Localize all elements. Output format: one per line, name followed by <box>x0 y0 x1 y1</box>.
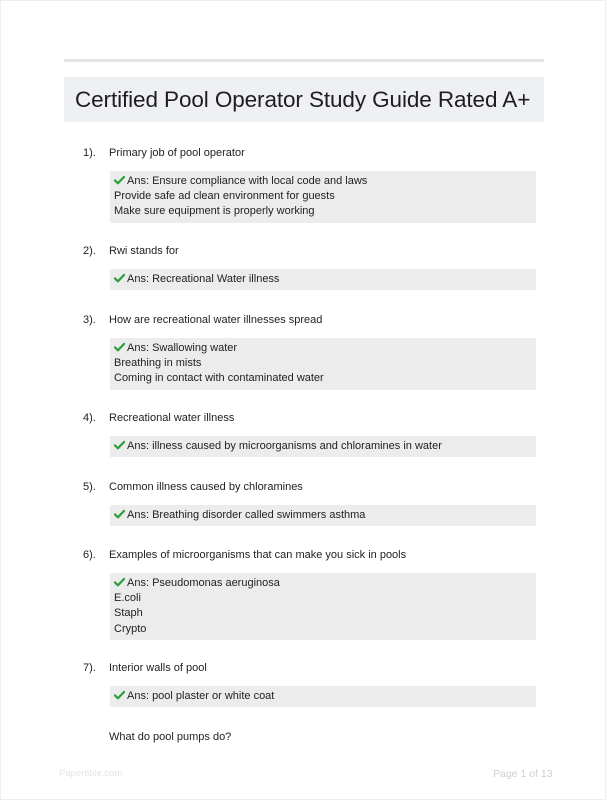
answer-box <box>110 269 536 290</box>
answer-text: Ans: Ensure compliance with local code and laws <box>127 175 368 187</box>
answer-line <box>114 591 532 606</box>
answer-text: Ans: Swallowing water <box>127 342 238 354</box>
answer-text: Coming in contact with contaminated water <box>114 372 324 385</box>
question-number: 3). <box>83 314 96 326</box>
check-icon <box>114 509 125 519</box>
question-text: Rwi stands for <box>109 245 179 257</box>
answer-line <box>114 622 532 637</box>
answer-line <box>114 606 532 621</box>
check-icon <box>114 690 125 700</box>
answer-box <box>110 436 536 457</box>
question-number: 4). <box>83 412 96 424</box>
answer-text: Ans: Recreational Water illness <box>127 273 280 285</box>
answer-text: Breathing in mists <box>114 357 202 370</box>
check-icon <box>114 577 125 587</box>
question-number: 5). <box>83 481 96 493</box>
question-number: 2). <box>83 245 96 257</box>
answer-text: Ans: Breathing disorder called swimmers asthma <box>127 509 366 521</box>
answer-text: Ans: pool plaster or white coat <box>127 690 275 702</box>
answer-text: Staph <box>114 607 143 620</box>
answer-box <box>110 686 536 707</box>
page-indicator: Page 1 of 13 <box>493 768 553 780</box>
question-text: Interior walls of pool <box>109 662 207 674</box>
answer-text: Crypto <box>114 622 147 635</box>
page-title: Certified Pool Operator Study Guide Rated A+ <box>75 86 531 112</box>
check-icon <box>114 440 125 450</box>
check-icon <box>114 175 125 185</box>
answer-text: Ans: illness caused by microorganisms and chloramines in water <box>127 440 442 452</box>
answer-line-primary <box>114 689 532 704</box>
answer-box <box>110 505 536 526</box>
question-text: How are recreational water illnesses spread <box>109 314 323 326</box>
answer-line-primary <box>114 272 532 287</box>
answer-text: Provide safe ad clean environment for guests <box>114 190 335 203</box>
answer-line <box>114 371 532 386</box>
answer-line-primary <box>114 508 532 523</box>
question-number: 1). <box>83 147 96 159</box>
question-number: 6). <box>83 549 96 561</box>
answer-box <box>110 573 536 640</box>
check-icon <box>114 342 125 352</box>
question-text: Common illness caused by chloramines <box>109 481 303 493</box>
question-text: Recreational water illness <box>109 412 235 424</box>
answer-line <box>114 189 532 204</box>
title-banner <box>64 77 544 122</box>
answer-line-primary <box>114 341 532 356</box>
question-text: Examples of microorganisms that can make you sick in pools <box>109 549 407 561</box>
answer-text: Ans: Pseudomonas aeruginosa <box>127 577 280 589</box>
question-number: 7). <box>83 662 96 674</box>
answer-box <box>110 338 536 390</box>
header-rule <box>64 59 544 62</box>
answer-line-primary <box>114 576 532 591</box>
answer-line <box>114 356 532 371</box>
footer-watermark: Papertible.com <box>59 768 123 779</box>
answer-line <box>114 204 532 219</box>
answer-text: E.coli <box>114 592 141 605</box>
check-icon <box>114 273 125 283</box>
answer-box <box>110 171 536 223</box>
question-text: Primary job of pool operator <box>109 147 245 159</box>
answer-line-primary <box>114 174 532 189</box>
answer-line-primary <box>114 439 532 454</box>
question-text: What do pool pumps do? <box>109 731 232 743</box>
answer-text: Make sure equipment is properly working <box>114 205 315 218</box>
